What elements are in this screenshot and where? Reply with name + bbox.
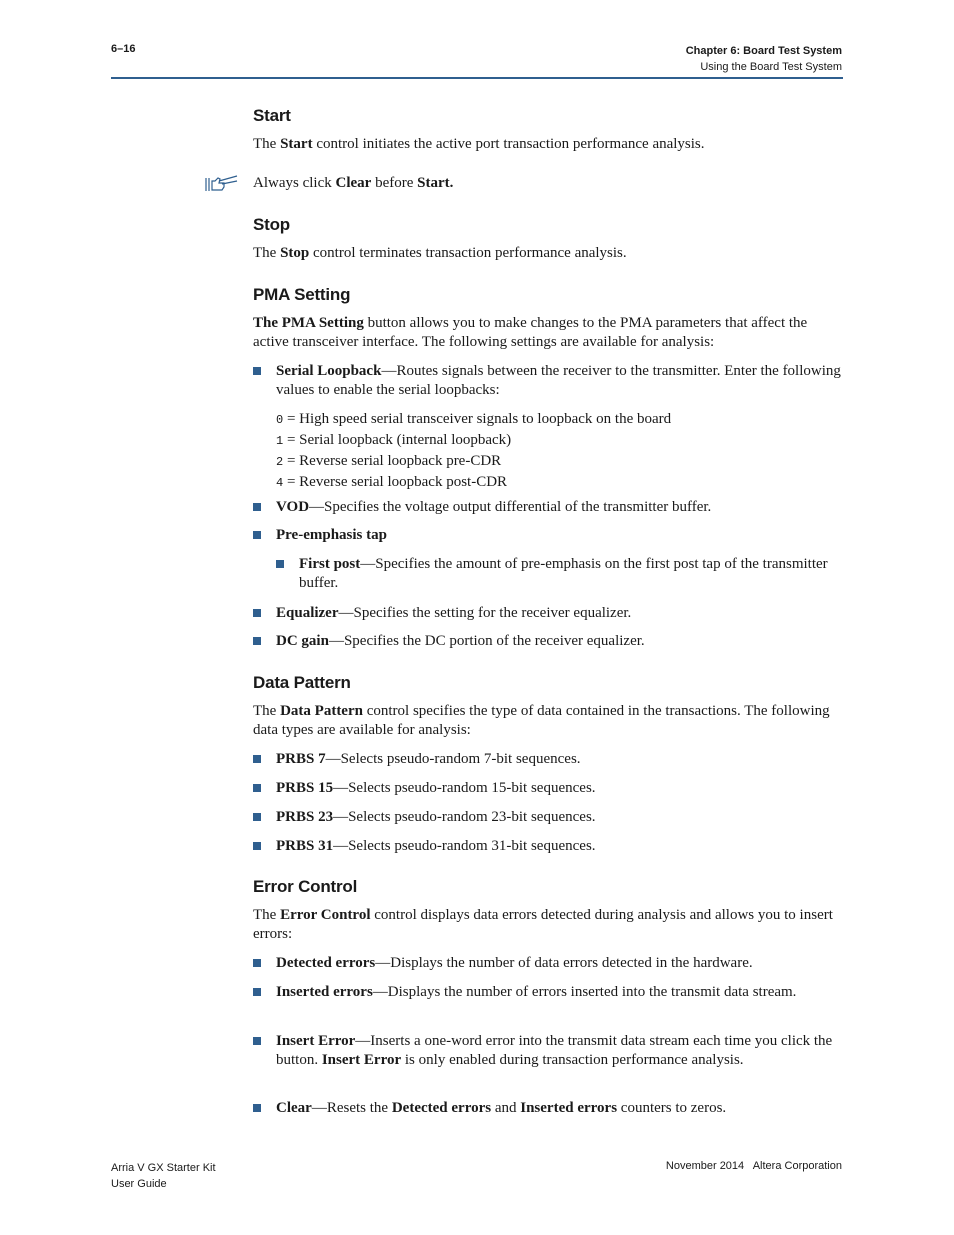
list-item: Pre-emphasis tap [253,526,843,545]
data-pattern-paragraph: The Data Pattern control specifies the type of data contained in the transactions. The following data types are available for analysis: [253,703,830,738]
square-bullet-icon [253,609,261,617]
square-bullet-icon [253,813,261,821]
square-bullet-icon [253,531,261,539]
pma-heading: PMA Setting [253,285,351,304]
section-title: Using the Board Test System [700,61,842,73]
list-item: Detected errors—Displays the number of data errors detected in the hardware. [253,954,843,973]
square-bullet-icon [253,1104,261,1112]
list-item: PRBS 23—Selects pseudo-random 23-bit sequences. [253,808,843,827]
data-pattern-heading: Data Pattern [253,673,351,692]
list-item: PRBS 15—Selects pseudo-random 15-bit sequences. [253,779,843,798]
square-bullet-icon [276,560,284,568]
square-bullet-icon [253,1037,261,1045]
running-header [686,43,842,75]
list-item: Insert Error—Inserts a one-word error into the transmit data stream each time you click the button. Insert Error is only enabled during transaction performance analysis. [253,1032,843,1070]
list-item: VOD—Specifies the voltage output differential of the transmitter buffer. [253,498,843,517]
footer-date-company: November 2014 Altera Corporation [665,1160,842,1172]
loopback-value-row: 4 = Reverse serial loopback post-CDR [276,474,508,490]
list-item: DC gain—Specifies the DC portion of the receiver equalizer. [253,632,843,651]
pma-paragraph: The PMA Setting button allows you to make changes to the PMA parameters that affect the active transceiver interface. The following settings are available for analysis: [253,315,808,350]
error-control-paragraph: The Error Control control displays data errors detected during analysis and allows you to insert errors: [253,907,833,942]
note-text: Always click Clear before Start. [253,175,454,191]
square-bullet-icon [253,784,261,792]
header-rule [111,77,843,79]
stop-heading: Stop [253,215,290,234]
pointing-hand-icon [205,175,239,193]
square-bullet-icon [253,755,261,763]
list-item: Serial Loopback—Routes signals between the receiver to the transmitter. Enter the following values to enable the serial loopbacks: [253,362,843,400]
error-control-heading: Error Control [253,877,358,896]
loopback-values [276,410,843,493]
square-bullet-icon [253,637,261,645]
square-bullet-icon [253,503,261,511]
square-bullet-icon [253,988,261,996]
list-item: PRBS 7—Selects pseudo-random 7-bit sequences. [253,750,843,769]
list-item: Inserted errors—Displays the number of errors inserted into the transmit data stream. [253,983,843,1002]
page-number: 6–16 [111,43,136,55]
sub-list-item: First post—Specifies the amount of pre-emphasis on the first post tap of the transmitter buffer. [276,555,843,593]
square-bullet-icon [253,367,261,375]
loopback-value-row: 1 = Serial loopback (internal loopback) [276,432,512,448]
start-heading: Start [253,106,291,125]
footer-doc-title: Arria V GX Starter Kit User Guide [111,1162,216,1190]
square-bullet-icon [253,959,261,967]
loopback-value-row: 2 = Reverse serial loopback pre-CDR [276,453,502,469]
list-item: Equalizer—Specifies the setting for the receiver equalizer. [253,604,843,623]
list-item: Clear—Resets the Detected errors and Inserted errors counters to zeros. [253,1099,843,1118]
list-item: PRBS 31—Selects pseudo-random 31-bit sequences. [253,837,843,856]
loopback-value-row: 0 = High speed serial transceiver signals to loopback on the board [276,411,672,427]
square-bullet-icon [253,842,261,850]
start-paragraph: The Start control initiates the active port transaction performance analysis. [253,136,705,152]
stop-paragraph: The Stop control terminates transaction performance analysis. [253,245,627,261]
chapter-title: Chapter 6: Board Test System [685,45,842,57]
